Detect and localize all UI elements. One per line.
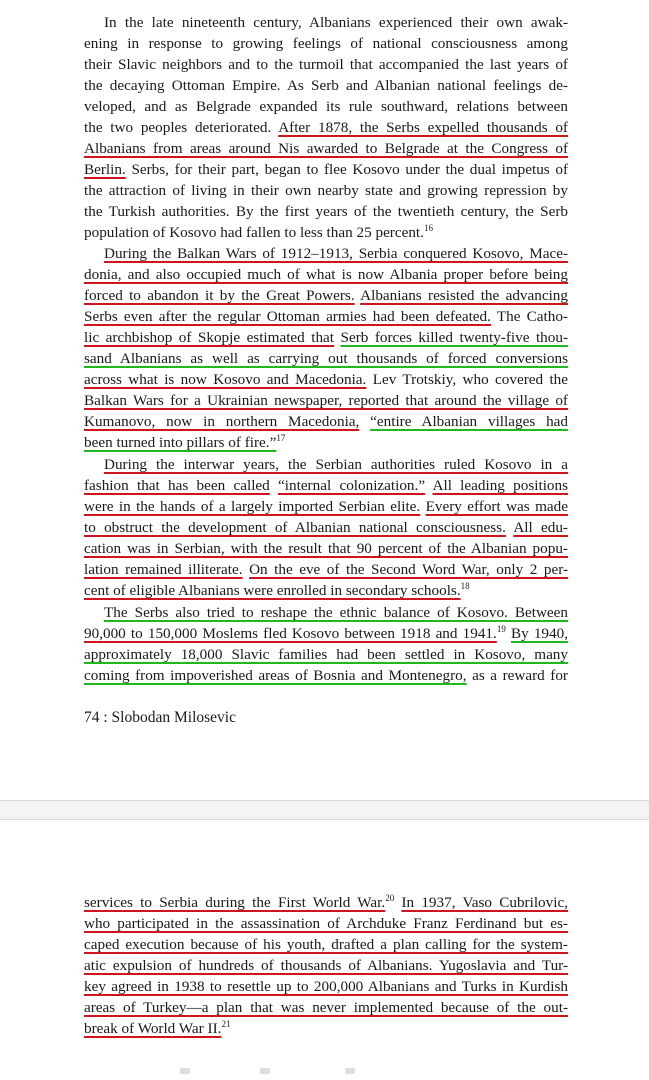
text-line: coming from impoverished areas of Bosnia and Montenegro, as a reward for xyxy=(84,667,568,684)
text-line xyxy=(84,475,568,496)
page-footer: 74 : Slobodan Milosevic xyxy=(84,709,236,726)
text-line xyxy=(84,913,568,934)
text-line xyxy=(84,538,568,559)
text-line: veloped, and as Belgrade expanded its rule southward, relations between xyxy=(84,98,568,115)
text-line xyxy=(84,644,568,665)
highlight-green: The Serbs also tried to reshape the ethnic balance of Kosovo. Between xyxy=(104,604,568,621)
text-line xyxy=(84,892,568,913)
text-line xyxy=(84,1018,568,1039)
text-line xyxy=(84,264,568,285)
highlight-red: fashion that has been called xyxy=(84,477,270,494)
footnote-marker: 20 xyxy=(385,892,395,903)
highlight-red: On the eve of the Second Word War, only 2 per- xyxy=(249,561,569,578)
footnote-marker: 18 xyxy=(460,580,470,591)
highlight-red: lic archbishop of Skopje estimated that xyxy=(84,329,335,346)
highlight-green: “entire Albanian villages had xyxy=(370,413,568,430)
text-line: Berlin. Serbs, for their part, began to flee Kosovo under the dual impetus of xyxy=(84,161,569,178)
text-line xyxy=(104,602,568,623)
highlight-red: who participated in the assassination of Archduke Franz Ferdinand but es- xyxy=(84,915,568,932)
highlight-red: After 1878, the Serbs expelled thousands of xyxy=(278,119,568,136)
text-line xyxy=(84,976,568,997)
highlight-red: donia, and also occupied much of what is now Albania proper before being xyxy=(84,266,568,283)
highlight-red: services to Serbia during the First World War. xyxy=(84,894,386,911)
highlight-red: All edu- xyxy=(513,519,568,536)
highlight-red: Kumanovo, now in northern Macedonia, xyxy=(84,413,360,430)
highlight-red: break of World War II. xyxy=(84,1020,222,1037)
scan-artifact xyxy=(180,1068,190,1074)
footnote-marker: 17 xyxy=(276,432,286,443)
text-line: population of Kosovo had fallen to less than 25 percent.$^{16}$ xyxy=(84,222,433,241)
highlight-red: Serbs even after the regular Ottoman armies had been defeated. xyxy=(84,308,491,325)
text-line xyxy=(84,390,568,411)
highlight-red: Balkan Wars for a Ukrainian newspaper, reported that around the village of xyxy=(84,392,568,409)
text-line: the Turkish authorities. By the first years of the twentieth century, the Serb xyxy=(84,203,568,220)
highlight-red: areas of Turkey—a plan that was never implemented because of the out- xyxy=(84,999,568,1016)
text-line xyxy=(84,559,568,580)
footnote-marker: 21 xyxy=(221,1018,231,1029)
highlight-red: In 1937, Vaso Cubrilovic, xyxy=(401,894,568,911)
highlight-green: Serb forces killed twenty-five thou- xyxy=(340,329,568,346)
highlight-red: “internal colonization.” xyxy=(278,477,426,494)
scan-artifact xyxy=(345,1068,355,1074)
text-line: the attraction of living in their own nearby state and growing repression by xyxy=(84,182,568,199)
text-line: the decaying Ottoman Empire. As Serb and Albanian national feelings de- xyxy=(84,77,568,94)
text-line xyxy=(84,580,568,601)
highlight-red: During the interwar years, the Serbian authorities ruled Kosovo in a xyxy=(104,456,568,473)
footnote-marker: 19 xyxy=(496,623,506,634)
text-line xyxy=(104,454,568,475)
text-line xyxy=(84,955,568,976)
highlight-red: were in the hands of a largely imported Serbian elite. xyxy=(84,498,421,515)
highlight-red: across what is now Kosovo and Macedonia. xyxy=(84,371,367,388)
text-line xyxy=(84,496,568,517)
text-line: across what is now Kosovo and Macedonia. Lev Trotskiy, who covered the xyxy=(84,371,568,388)
highlight-red: atic expulsion of hundreds of thousands of Albanians. Yugoslavia and Tur- xyxy=(84,957,568,974)
text-line: the two peoples deteriorated. After 1878, the Serbs expelled thousands of xyxy=(84,119,568,136)
highlight-green: approximately 18,000 Slavic families had been settled in Kosovo, many xyxy=(84,646,568,663)
book-page-lower xyxy=(0,820,649,1080)
text-line xyxy=(84,411,568,432)
highlight-green: coming from impoverished areas of Bosnia and Montenegro, xyxy=(84,667,467,684)
page-separator xyxy=(0,800,649,820)
text-line xyxy=(84,623,568,644)
text-line: Serbs even after the regular Ottoman armies had been defeated. The Catho- xyxy=(84,308,568,325)
text-line xyxy=(84,285,568,306)
highlight-red: Albanians from areas around Nis awarded to Belgrade at the Congress of xyxy=(84,140,568,157)
text-line xyxy=(84,517,568,538)
text-line xyxy=(104,243,568,264)
highlight-red: lation remained illiterate. xyxy=(84,561,243,578)
text-line: their Slavic neighbors and to the turmoil that accompanied the last years of xyxy=(84,56,568,73)
highlight-green: sand Albanians as well as carrying out thousands of forced conversions xyxy=(84,350,568,367)
text-line xyxy=(84,327,568,348)
highlight-red: caped execution because of his youth, drafted a plan calling for the system- xyxy=(84,936,568,953)
text-line xyxy=(84,997,568,1018)
text-line xyxy=(84,432,568,453)
highlight-red: Every effort was made xyxy=(425,498,568,515)
highlight-red: forced to abandon it by the Great Powers. xyxy=(84,287,355,304)
highlight-red: During the Balkan Wars of 1912–1913, Serbia conquered Kosovo, Mace- xyxy=(104,245,568,262)
highlight-green: By 1940, xyxy=(510,625,568,642)
highlight-red: Albanians resisted the advancing xyxy=(360,287,568,304)
highlight-red: 90,000 to 150,000 Moslems fled Kosovo between 1918 and 1941. xyxy=(84,625,497,642)
highlight-red: to obstruct the development of Albanian national consciousness. xyxy=(84,519,506,536)
highlight-red: cent of eligible Albanians were enrolled in secondary schools. xyxy=(84,582,461,599)
text-line: ening in response to growing feelings of national consciousness among xyxy=(84,35,568,52)
highlight-green: been turned into pillars of fire.” xyxy=(84,434,277,451)
highlight-red: cation was in Serbian, with the result that 90 percent of the Albanian popu- xyxy=(84,540,568,557)
text-line xyxy=(84,348,568,369)
highlight-red: key agreed in 1938 to resettle up to 200,000 Albanians and Turks in Kurdish xyxy=(84,978,568,995)
highlight-red: Berlin. xyxy=(84,161,126,178)
text-line xyxy=(84,934,568,955)
text-line: In the late nineteenth century, Albanians experienced their own awak- xyxy=(104,14,568,31)
scan-artifact xyxy=(260,1068,270,1074)
text-line xyxy=(84,138,568,159)
footnote-marker: 16 xyxy=(423,222,433,233)
highlight-red: All leading positions xyxy=(432,477,569,494)
